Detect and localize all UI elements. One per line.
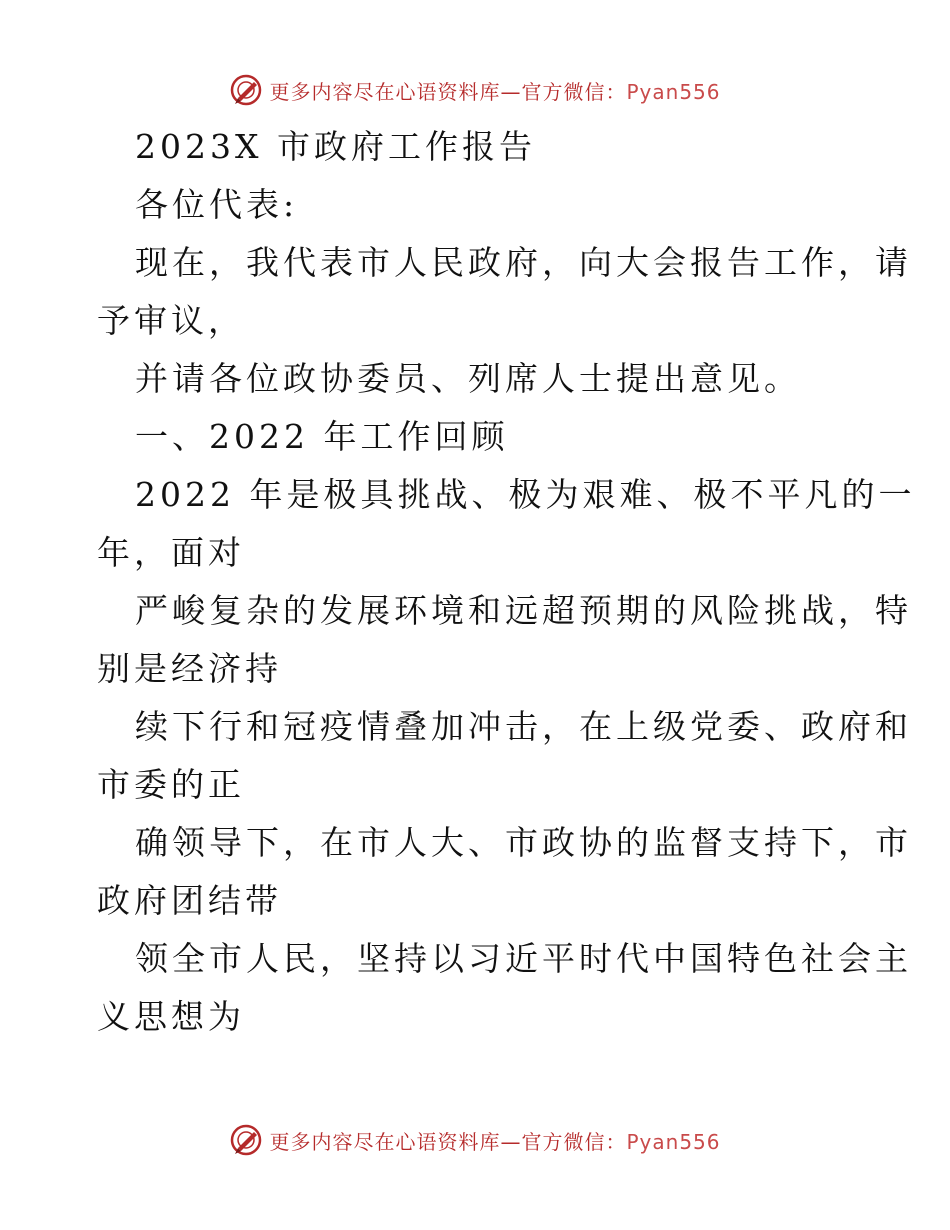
- footer-banner: [0, 1120, 950, 1160]
- document-line: 义思想为: [97, 997, 245, 1036]
- document-line: 一、2022 年工作回顾: [135, 417, 509, 456]
- document-line: 2022 年是极具挑战、极为艰难、极不平凡的一: [135, 475, 916, 514]
- banner-label: 更多内容尽在心语资料库—官方微信：: [269, 1129, 627, 1154]
- banner-text: [269, 76, 720, 105]
- wechat-id: Pyan556: [626, 79, 721, 104]
- document-line: 年，面对: [97, 533, 245, 572]
- header-banner: [0, 70, 950, 110]
- document-line: 政府团结带: [97, 881, 282, 920]
- document-line: 严峻复杂的发展环境和远超预期的风险挑战，特: [135, 591, 912, 630]
- document-line: 别是经济持: [97, 649, 282, 688]
- document-line: 各位代表:: [135, 185, 299, 224]
- document-line: 确领导下，在市人大、市政协的监督支持下，市: [135, 823, 912, 862]
- document-line: 续下行和冠疫情叠加冲击，在上级党委、政府和: [135, 707, 912, 746]
- document-line: 领全市人民，坚持以习近平时代中国特色社会主: [135, 939, 912, 978]
- document-line: 2023X 市政府工作报告: [135, 127, 536, 166]
- wechat-id: Pyan556: [626, 1129, 721, 1154]
- pen-logo-icon: [229, 73, 263, 107]
- document-line: 市委的正: [97, 765, 245, 804]
- banner-text: [269, 1126, 720, 1155]
- document-line: 现在，我代表市人民政府，向大会报告工作，请: [135, 243, 912, 282]
- pen-logo-icon: [229, 1123, 263, 1157]
- banner-label: 更多内容尽在心语资料库—官方微信：: [269, 79, 627, 104]
- document-body: [97, 118, 916, 1046]
- document-line: 并请各位政协委员、列席人士提出意见。: [135, 359, 801, 398]
- document-line: 予审议，: [97, 301, 245, 340]
